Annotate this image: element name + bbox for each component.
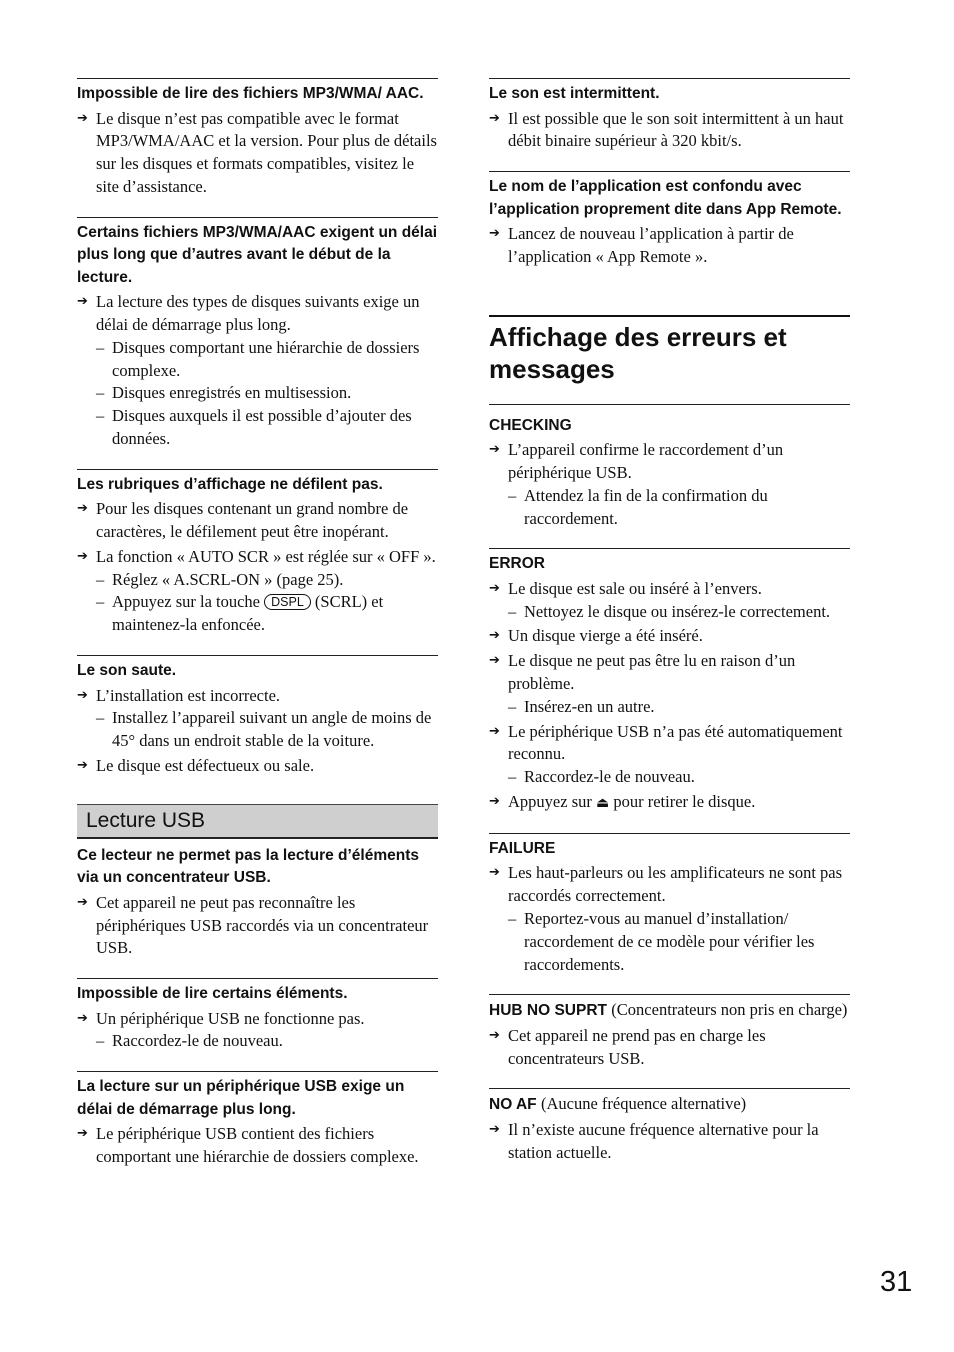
bullet bbox=[489, 578, 850, 601]
arrow-icon: ➔ bbox=[489, 442, 500, 458]
sub-item-text: Réglez « A.SCRL-ON » (page 25). bbox=[112, 569, 344, 589]
dash-marker: – bbox=[508, 908, 517, 928]
arrow-icon: ➔ bbox=[77, 294, 88, 310]
dash-marker: – bbox=[508, 485, 517, 505]
bullet-text: Lancez de nouveau l’application à partir de l’application « App Remote ». bbox=[508, 224, 794, 266]
dash-marker: – bbox=[96, 383, 105, 403]
sub-item bbox=[77, 337, 438, 383]
sub-item bbox=[77, 1030, 438, 1053]
dash-marker: – bbox=[508, 767, 517, 787]
error-checking bbox=[489, 415, 850, 531]
eject-icon: ⏏ bbox=[595, 795, 610, 812]
dash-marker: – bbox=[96, 569, 105, 589]
bullet-text: Cet appareil ne prend pas en charge les concentrateurs USB. bbox=[508, 1025, 766, 1068]
bullet-text: Le périphérique USB n’a pas été automatiquement reconnu. bbox=[508, 721, 843, 764]
bullet-text: Il est possible que le son soit intermittent à un haut débit binaire supérieur à 320 kbit/s. bbox=[508, 108, 844, 151]
bullet-text: L’installation est incorrecte. bbox=[96, 685, 281, 705]
bullet-text: Un disque vierge a été inséré. bbox=[508, 626, 703, 646]
error-no-af bbox=[489, 1088, 850, 1164]
error-code-line bbox=[489, 1093, 850, 1117]
arrow-icon: ➔ bbox=[489, 628, 500, 644]
bullet bbox=[77, 108, 438, 199]
error-code: NO AF bbox=[489, 1096, 537, 1114]
error-code: FAILURE bbox=[489, 839, 556, 857]
bullet-text: Le disque est défectueux ou sale. bbox=[96, 755, 315, 775]
bullet-text: Le périphérique USB contient des fichiers comportant une hiérarchie de dossiers complexe. bbox=[96, 1124, 419, 1167]
bullet bbox=[77, 546, 438, 569]
section-title: Ce lecteur ne permet pas la lecture d’éléments via un concentrateur USB. bbox=[77, 846, 419, 887]
bullet-text: Cet appareil ne peut pas reconnaître les périphériques USB raccordés via un concentrateur USB. bbox=[96, 892, 429, 958]
bullet-text: Il n’existe aucune fréquence alternative pour la station actuelle. bbox=[508, 1119, 819, 1162]
bullet bbox=[489, 223, 850, 269]
sub-item bbox=[77, 707, 438, 753]
error-code-description: (Aucune fréquence alternative) bbox=[540, 1094, 747, 1114]
error-code-line bbox=[489, 999, 850, 1023]
bullet bbox=[489, 650, 850, 696]
section-usb-hub bbox=[77, 845, 438, 960]
bullet bbox=[489, 1119, 850, 1165]
dspl-key-icon: DSPL bbox=[264, 594, 311, 610]
bullet-text: La lecture des types de disques suivants exige un délai de démarrage plus long. bbox=[96, 292, 420, 334]
dash-marker: – bbox=[96, 406, 105, 426]
sub-item-text: Insérez-en un autre. bbox=[524, 696, 655, 716]
arrow-icon: ➔ bbox=[77, 757, 88, 773]
bullet bbox=[489, 791, 850, 815]
bullet bbox=[77, 755, 438, 778]
arrow-icon: ➔ bbox=[489, 1121, 500, 1137]
bullet-text: L’appareil confirme le raccordement d’un périphérique USB. bbox=[508, 440, 784, 482]
section-sound-skips bbox=[77, 655, 438, 778]
bullet-text: Le disque est sale ou inséré à l’envers. bbox=[508, 578, 762, 598]
sub-item-text: Appuyez sur la touche bbox=[112, 592, 260, 612]
error-error bbox=[489, 548, 850, 814]
arrow-icon: ➔ bbox=[489, 653, 500, 669]
sub-item bbox=[77, 569, 438, 592]
sub-item bbox=[77, 591, 438, 637]
sub-item-text: Reportez-vous au manuel d’installation/ raccordement de ce modèle pour vérifier les raccordements. bbox=[524, 908, 815, 974]
bullet bbox=[77, 1008, 438, 1031]
section-title: Les rubriques d’affichage ne défilent pas. bbox=[77, 475, 383, 493]
dash-marker: – bbox=[508, 601, 517, 621]
arrow-icon: ➔ bbox=[489, 865, 500, 881]
bullet-text: Le disque ne peut pas être lu en raison d’un problème. bbox=[508, 651, 796, 694]
bullet bbox=[77, 892, 438, 960]
dash-marker: – bbox=[508, 696, 517, 716]
sub-item bbox=[489, 485, 850, 531]
bullet bbox=[77, 1123, 438, 1169]
bullet-text: pour retirer le disque. bbox=[613, 792, 756, 812]
section-sound-intermittent bbox=[489, 78, 850, 153]
bullet bbox=[489, 721, 850, 767]
arrow-icon: ➔ bbox=[77, 1126, 88, 1142]
sub-item bbox=[489, 696, 850, 719]
arrow-icon: ➔ bbox=[489, 580, 500, 596]
arrow-icon: ➔ bbox=[77, 687, 88, 703]
dash-marker: – bbox=[96, 592, 105, 612]
section-title: Impossible de lire des fichiers MP3/WMA/ AAC. bbox=[77, 85, 424, 102]
sub-item-text: Disques auxquels il est possible d’ajouter des données. bbox=[112, 406, 412, 448]
dash-marker: – bbox=[96, 708, 105, 728]
section-title: Certains fichiers MP3/WMA/AAC exigent un délai plus long que d’autres avant le début de la lecture. bbox=[77, 223, 438, 286]
bullet-text: La fonction « AUTO SCR » est réglée sur « OFF ». bbox=[96, 546, 436, 566]
arrow-icon: ➔ bbox=[77, 110, 88, 126]
section-title: Le nom de l’application est confondu avec l’application proprement dite dans App Remote. bbox=[489, 178, 842, 218]
dash-marker: – bbox=[96, 337, 105, 357]
bullet bbox=[77, 291, 438, 337]
arrow-icon: ➔ bbox=[489, 226, 500, 242]
section-app-remote bbox=[489, 171, 850, 269]
error-code: HUB NO SUPRT bbox=[489, 1002, 607, 1020]
arrow-icon: ➔ bbox=[77, 548, 88, 564]
bullet-text: Appuyez sur bbox=[508, 792, 592, 812]
error-hub-no-suprt bbox=[489, 994, 850, 1070]
sub-item bbox=[77, 382, 438, 405]
error-failure bbox=[489, 833, 850, 976]
bullet bbox=[489, 1025, 850, 1071]
section-title: Impossible de lire certains éléments. bbox=[77, 985, 348, 1003]
bullet-text: Le disque n’est pas compatible avec le format MP3/WMA/AAC et la version. Pour plus de détails sur les disques et formats compatibles, visitez le site d’assistance. bbox=[96, 108, 437, 196]
bullet-text: Pour les disques contenant un grand nombre de caractères, le défilement peut être inopérant. bbox=[96, 499, 409, 542]
error-code: ERROR bbox=[489, 555, 545, 573]
dash-marker: – bbox=[96, 1031, 105, 1051]
bullet bbox=[489, 625, 850, 648]
arrow-icon: ➔ bbox=[77, 894, 88, 910]
sub-item bbox=[489, 766, 850, 789]
sub-item-text: Disques enregistrés en multisession. bbox=[112, 383, 352, 403]
bullet bbox=[77, 685, 438, 708]
sub-item-text: Installez l’appareil suivant un angle de moins de 45° dans un endroit stable de la voiture. bbox=[112, 708, 432, 751]
section-title: Le son est intermittent. bbox=[489, 85, 660, 102]
errors-section-heading: Affichage des erreurs et messages bbox=[489, 315, 850, 405]
bullet bbox=[489, 108, 850, 154]
section-title: La lecture sur un périphérique USB exige un délai de démarrage plus long. bbox=[77, 1078, 405, 1118]
sub-item bbox=[489, 601, 850, 624]
sub-item bbox=[489, 908, 850, 976]
sub-item-text: Nettoyez le disque ou insérez-le correctement. bbox=[524, 601, 831, 621]
left-column bbox=[77, 78, 438, 1187]
arrow-icon: ➔ bbox=[489, 110, 500, 126]
page-number: 31 bbox=[880, 1266, 913, 1298]
arrow-icon: ➔ bbox=[77, 501, 88, 517]
bullet bbox=[77, 498, 438, 544]
right-column bbox=[489, 78, 850, 1183]
section-usb-delay bbox=[77, 1071, 438, 1169]
sub-item-text: Attendez la fin de la confirmation du raccordement. bbox=[524, 485, 768, 528]
error-code: CHECKING bbox=[489, 416, 572, 434]
arrow-icon: ➔ bbox=[77, 1010, 88, 1026]
section-mp3-unreadable bbox=[77, 78, 438, 199]
sub-item-text: (SCRL) et maintenez-la enfoncée. bbox=[112, 592, 384, 635]
arrow-icon: ➔ bbox=[489, 723, 500, 739]
arrow-icon: ➔ bbox=[489, 794, 500, 810]
sub-item-text: Disques comportant une hiérarchie de dossiers complexe. bbox=[112, 337, 420, 380]
arrow-icon: ➔ bbox=[489, 1027, 500, 1043]
section-usb-items-unreadable bbox=[77, 978, 438, 1053]
section-mp3-delay bbox=[77, 217, 438, 451]
sub-item bbox=[77, 405, 438, 451]
bullet bbox=[489, 439, 850, 485]
error-code-description: (Concentrateurs non pris en charge) bbox=[611, 1000, 848, 1020]
section-no-scroll bbox=[77, 469, 438, 637]
bullet bbox=[489, 862, 850, 908]
sub-item-text: Raccordez-le de nouveau. bbox=[524, 767, 695, 787]
section-title: Le son saute. bbox=[77, 662, 177, 680]
sub-item-text: Raccordez-le de nouveau. bbox=[112, 1031, 283, 1051]
usb-section-heading: Lecture USB bbox=[77, 804, 438, 839]
bullet-text: Les haut-parleurs ou les amplificateurs ne sont pas raccordés correctement. bbox=[508, 863, 843, 906]
bullet-text: Un périphérique USB ne fonctionne pas. bbox=[96, 1008, 365, 1028]
